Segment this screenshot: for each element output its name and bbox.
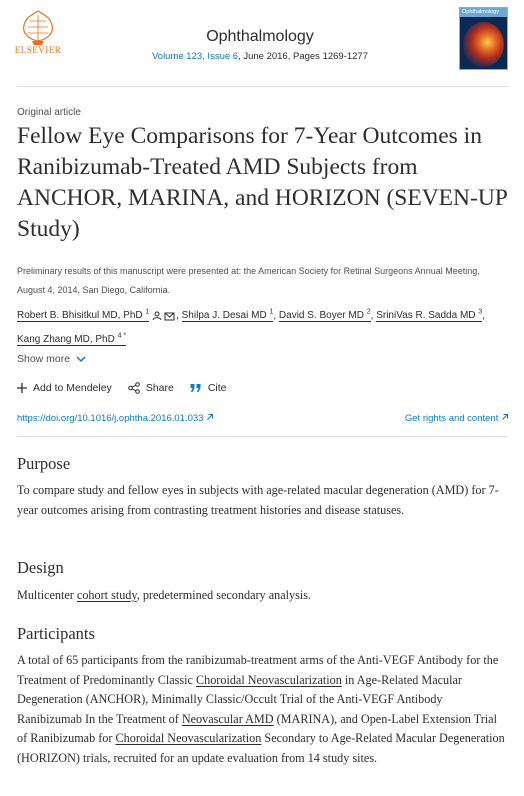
article-title: Fellow Eye Comparisons for 7-Year Outcomes in Ranibizumab-Treated AMD Subjects from ANCHOR, MARINA, and HORIZON (SEVEN-UP Study): [17, 123, 508, 242]
participants-text: A total of 65 participants from the ranibizumab-treatment arms of the Anti-VEGF Antibody for the Treatment of Predominantly Classic Choroidal Neovascularization in Age-Related Macular Degeneration (ANCHOR), Minimally Classic/Occult Trial of the Anti-VEGF Antibody Ranibizumab In the Treatment of Neovascular AMD (MARINA), and Open-Label Extension Trial of Ranibizumab for Choroidal Neovascularization Secondary to Age-Related Macular Degeneration (HORIZON) trials, recruited for an update evaluation from 14 study sites.: [17, 653, 505, 765]
design-heading: Design: [17, 558, 64, 577]
design-text: Multicenter cohort study, predetermined secondary analysis.: [17, 588, 312, 602]
journal-issue: [110, 51, 410, 62]
author-list: Robert B. Bhisitkul MD, PhD $^1$ , Shilpa J. Desai MD $^1$, David S. Boyer MD $^2$, SriniVas R. Sadda MD $^3$, Kang Zhang MD, PhD $^{4 *}$: [17, 309, 485, 345]
cover-label: Ophthalmology: [460, 8, 507, 17]
journal-header: [0, 0, 524, 82]
author-link[interactable]: David S. Boyer MD $^2$: [278, 309, 371, 322]
author-link[interactable]: Shilpa J. Desai MD $^1$: [181, 309, 274, 322]
journal-title[interactable]: Ophthalmology: [206, 28, 314, 45]
cite-label: Cite: [207, 382, 227, 394]
mendeley-label: Add to Mendeley: [33, 382, 112, 394]
show-more-button[interactable]: [17, 353, 86, 365]
publisher-name: ELSEVIER: [14, 45, 62, 55]
preliminary-note: Preliminary results of this manuscript were presented at: the American Society for Retinal Surgeons Annual Meeting, August 4, 2014, San Diego, California.: [17, 266, 480, 295]
author-link[interactable]: Robert B. Bhisitkul MD, PhD $^1$: [17, 309, 150, 322]
cite-button[interactable]: [190, 382, 227, 394]
share-label: Share: [145, 382, 174, 394]
meta-divider: [17, 436, 508, 437]
cover-artwork: [463, 22, 504, 67]
cohort-study-link[interactable]: cohort study: [76, 588, 137, 602]
quote-icon: [190, 383, 202, 393]
purpose-text: To compare study and fellow eyes in subjects with age-related macular degeneration (AMD) for 7-year outcomes arising from contrasting treatment histories and disease statuses.: [17, 483, 499, 517]
volume-issue-link[interactable]: Volume 123, Issue 6: [151, 51, 239, 62]
author-contact-icons[interactable]: [152, 311, 176, 321]
purpose-heading: Purpose: [17, 454, 71, 473]
envelope-icon: [165, 313, 174, 320]
external-link-icon: [206, 413, 214, 421]
article-type: Original article: [17, 107, 81, 118]
journal-cover-image[interactable]: [459, 7, 508, 70]
choroidal-neovascularization-link[interactable]: Choroidal Neovascularization: [115, 731, 262, 745]
rights-link[interactable]: Get rights and content: [405, 413, 509, 424]
author-link[interactable]: Kang Zhang MD, PhD $^{4 *}$: [17, 332, 127, 345]
choroidal-neovascularization-link[interactable]: Choroidal Neovascularization: [195, 672, 342, 687]
author-link[interactable]: SriniVas R. Sadda MD $^3$: [376, 309, 483, 322]
external-link-icon: [501, 413, 509, 421]
show-more-label: Show more: [17, 353, 71, 365]
header-divider: [17, 86, 508, 87]
date-pages: , June 2016, Pages 1269-1277: [238, 51, 369, 62]
plus-icon: [17, 383, 27, 393]
person-icon: [153, 312, 161, 320]
share-button[interactable]: [128, 382, 174, 394]
add-to-mendeley-button[interactable]: [17, 382, 112, 394]
participants-heading: Participants: [17, 624, 95, 643]
chevron-down-icon: [76, 356, 86, 363]
share-icon: [128, 382, 140, 394]
neovascular-amd-link[interactable]: Neovascular AMD: [181, 711, 274, 726]
article-actions: [17, 382, 227, 394]
doi-link[interactable]: https://doi.org/10.1016/j.ophtha.2016.01.033: [17, 413, 214, 424]
